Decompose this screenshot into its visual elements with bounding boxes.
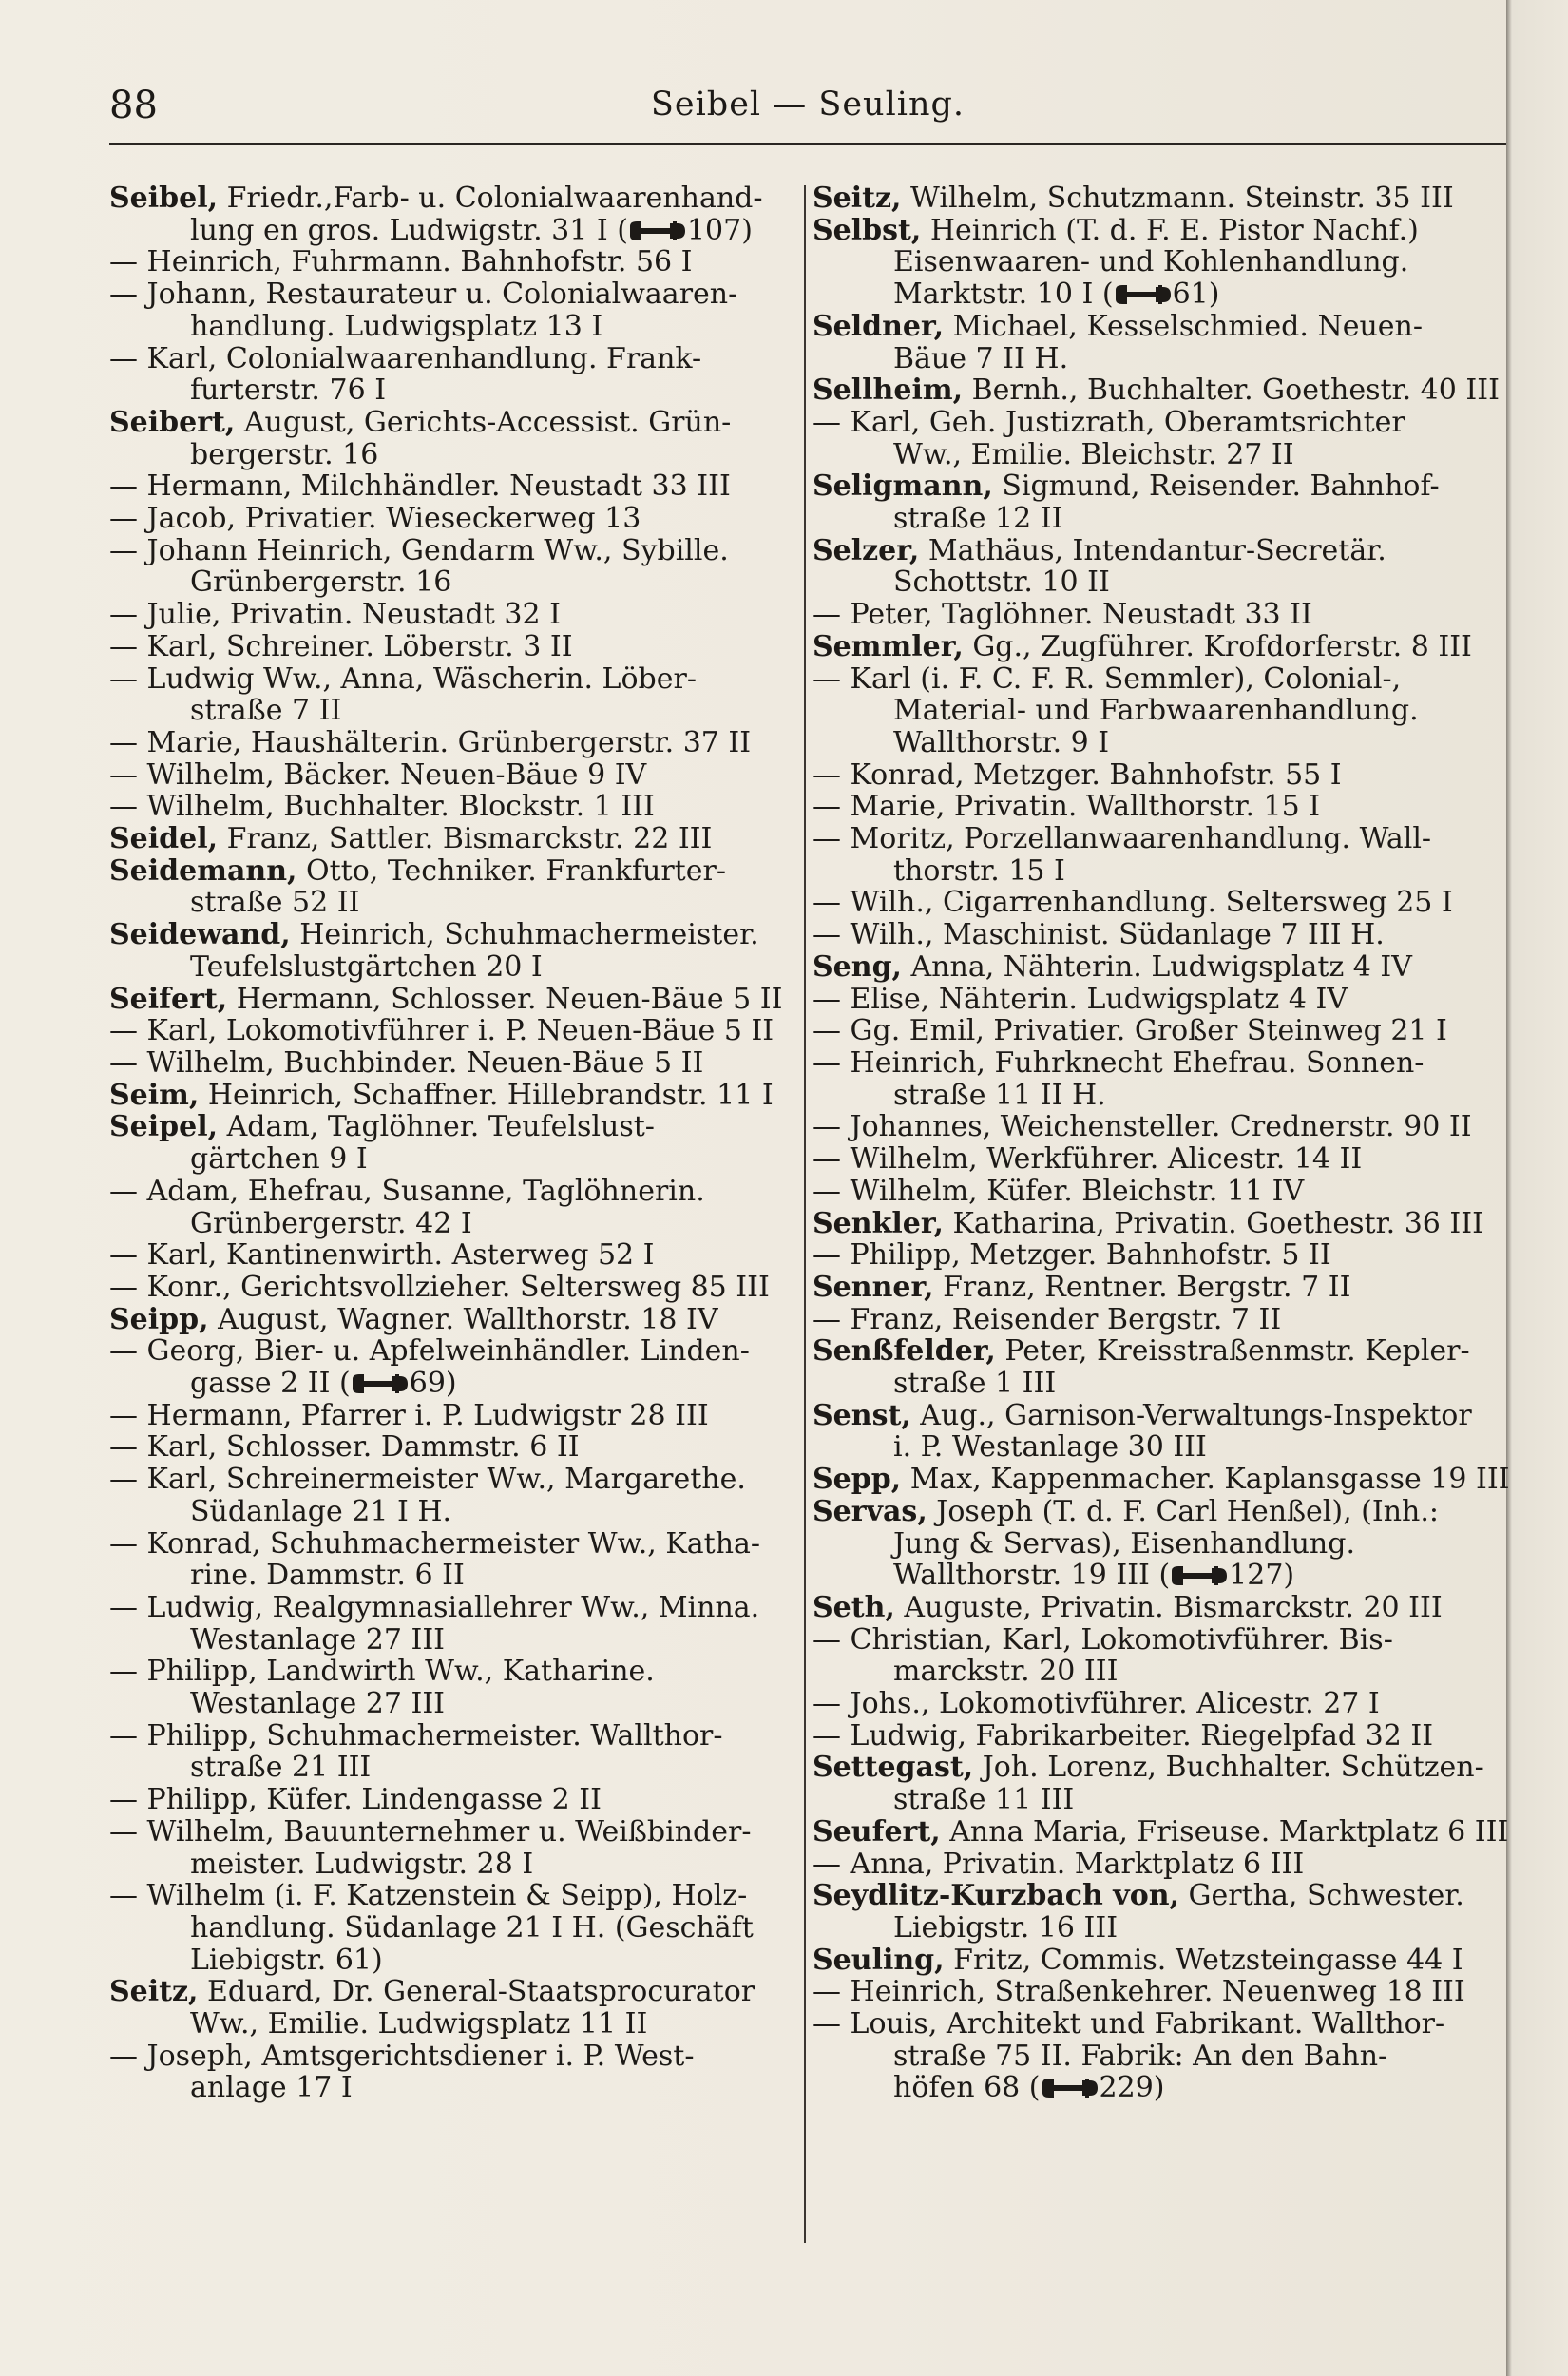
directory-entry: — Johannes, Weichensteller. Crednerstr. 90 II bbox=[813, 1110, 1472, 1144]
directory-entry bbox=[813, 1208, 1501, 1240]
entry-continuation bbox=[109, 1368, 798, 1400]
directory-entry: — Karl, Schlosser. Dammstr. 6 II bbox=[109, 1430, 580, 1465]
entry-text: Aug., Garnison-Verwaltungs-Inspektor bbox=[910, 1398, 1472, 1432]
entry-text: Heinrich, Schaffner. Hillebrandstr. 11 I bbox=[199, 1078, 774, 1112]
entry-continuation: Liebigstr. 16 III bbox=[893, 1910, 1119, 1945]
directory-entry: — Gg. Emil, Privatier. Großer Steinweg 21 I bbox=[813, 1014, 1447, 1048]
entry-text: höfen 68 ( bbox=[893, 2071, 1041, 2105]
phone-number: 107) bbox=[686, 213, 753, 247]
directory-entry bbox=[109, 984, 798, 1016]
entry-text: Auguste, Privatin. Bismarckstr. 20 III bbox=[894, 1590, 1443, 1624]
directory-entry: — Jacob, Privatier. Wieseckerweg 13 bbox=[109, 502, 641, 536]
surname: Servas, bbox=[813, 1494, 927, 1528]
entry-continuation: marckstr. 20 III bbox=[893, 1655, 1119, 1689]
directory-entry bbox=[813, 1400, 1501, 1432]
directory-entry: — Franz, Reisender Bergstr. 7 II bbox=[813, 1302, 1282, 1336]
directory-entry: — Hermann, Pfarrer i. P. Ludwigstr 28 III bbox=[109, 1398, 709, 1432]
directory-entry bbox=[813, 1814, 1509, 1849]
directory-entry bbox=[813, 182, 1501, 215]
directory-entry: — Philipp, Metzger. Bahnhofstr. 5 II bbox=[813, 1238, 1331, 1273]
surname: Seng, bbox=[813, 949, 902, 984]
entry-continuation: Liebigstr. 61) bbox=[190, 1943, 383, 1977]
directory-entry: — Peter, Taglöhner. Neustadt 33 II bbox=[813, 598, 1312, 632]
entry-text: Heinrich (T. d. F. E. Pistor Nachf.) bbox=[921, 213, 1419, 247]
entry-text: Hermann, Schlosser. Neuen-Bäue 5 II bbox=[227, 982, 783, 1016]
surname: Seibert, bbox=[109, 405, 236, 439]
directory-entry: — Johann Heinrich, Gendarm Ww., Sybille. bbox=[109, 533, 729, 567]
next-page-edge bbox=[1506, 0, 1568, 2376]
surname: Sellheim, bbox=[813, 374, 964, 408]
telephone-receiver-icon bbox=[1170, 1565, 1229, 1586]
directory-entry bbox=[813, 951, 1501, 984]
surname: Seibel, bbox=[109, 182, 219, 215]
entry-continuation: straße 12 II bbox=[893, 502, 1063, 536]
directory-entry: — Karl, Colonialwaarenhandlung. Frank- bbox=[109, 341, 702, 375]
directory-entry: — Adam, Ehefrau, Susanne, Taglöhnerin. bbox=[109, 1174, 705, 1208]
directory-entry: — Philipp, Küfer. Lindengasse 2 II bbox=[109, 1783, 602, 1817]
surname: Seidewand, bbox=[109, 918, 291, 952]
entry-text: Franz, Rentner. Bergstr. 7 II bbox=[933, 1270, 1351, 1304]
directory-entry bbox=[813, 470, 1501, 503]
entry-text: Michael, Kesselschmied. Neuen- bbox=[944, 309, 1423, 343]
directory-entry: — Louis, Architekt und Fabrikant. Wallthor- bbox=[813, 2007, 1445, 2041]
surname: Sepp, bbox=[813, 1463, 902, 1497]
directory-entry: — Wilhelm, Bauunternehmer u. Weißbinder- bbox=[109, 1814, 752, 1849]
entry-continuation: Wallthorstr. 9 I bbox=[893, 725, 1110, 759]
directory-entry: — Elise, Nähterin. Ludwigsplatz 4 IV bbox=[813, 982, 1348, 1016]
directory-entry: — Philipp, Landwirth Ww., Katharine. bbox=[109, 1655, 655, 1689]
directory-entry: — Ludwig Ww., Anna, Wäscherin. Löber- bbox=[109, 661, 697, 696]
directory-entry bbox=[813, 535, 1501, 567]
entry-text: Gg., Zugführer. Krofdorferstr. 8 III bbox=[963, 629, 1472, 663]
header-rule bbox=[109, 143, 1506, 145]
surname: Semmler, bbox=[813, 629, 964, 663]
directory-entry: — Konrad, Schuhmachermeister Ww., Katha- bbox=[109, 1526, 761, 1561]
directory-entry: — Philipp, Schuhmachermeister. Wallthor- bbox=[109, 1718, 723, 1753]
surname: Seydlitz-Kurzbach von, bbox=[813, 1879, 1180, 1913]
directory-entry: — Ludwig, Fabrikarbeiter. Riegelpfad 32 II bbox=[813, 1718, 1434, 1753]
directory-entry bbox=[813, 1752, 1501, 1784]
directory-entry: — Johs., Lokomotivführer. Alicestr. 27 I bbox=[813, 1687, 1380, 1721]
directory-entry bbox=[813, 631, 1501, 663]
entry-continuation bbox=[109, 215, 798, 247]
directory-entry: — Karl, Lokomotivführer i. P. Neuen-Bäue 5 II bbox=[109, 1014, 774, 1048]
entry-continuation: i. P. Westanlage 30 III bbox=[893, 1430, 1207, 1465]
entry-continuation bbox=[813, 1560, 1501, 1592]
directory-entry bbox=[813, 311, 1501, 343]
entry-text: Wallthorstr. 19 III ( bbox=[893, 1559, 1171, 1593]
directory-entry bbox=[109, 823, 798, 855]
entry-continuation: Schottstr. 10 II bbox=[893, 565, 1110, 600]
directory-entry: — Julie, Privatin. Neustadt 32 I bbox=[109, 598, 561, 632]
directory-entry: — Wilhelm, Bäcker. Neuen-Bäue 9 IV bbox=[109, 757, 647, 792]
telephone-receiver-icon bbox=[628, 220, 687, 241]
column-divider bbox=[804, 185, 806, 2243]
directory-entry: — Heinrich, Fuhrknecht Ehefrau. Sonnen- bbox=[813, 1045, 1425, 1080]
entry-continuation: thorstr. 15 I bbox=[893, 853, 1065, 888]
surname: Seuling, bbox=[813, 1943, 945, 1977]
phone-number: 127) bbox=[1229, 1559, 1295, 1593]
entry-continuation: Material- und Farbwaarenhandlung. bbox=[893, 694, 1419, 728]
running-head: Seibel — Seuling. bbox=[650, 86, 966, 124]
surname: Senkler, bbox=[813, 1206, 944, 1240]
directory-entry bbox=[109, 1976, 798, 2008]
directory-entry bbox=[813, 1496, 1501, 1528]
surname: Settegast, bbox=[813, 1751, 974, 1785]
directory-entry: — Karl, Schreinermeister Ww., Margarethe. bbox=[109, 1463, 746, 1497]
directory-entry bbox=[813, 1945, 1501, 1977]
entry-text: gasse 2 II ( bbox=[190, 1367, 351, 1401]
entry-continuation: straße 75 II. Fabrik: An den Bahn- bbox=[893, 2039, 1388, 2073]
entry-continuation: Jung & Servas), Eisenhandlung. bbox=[893, 1526, 1355, 1561]
entry-continuation: Westanlage 27 III bbox=[190, 1687, 446, 1721]
entry-text: August, Wagner. Wallthorstr. 18 IV bbox=[208, 1302, 718, 1336]
directory-entry: — Konr., Gerichtsvollzieher. Seltersweg 85 III bbox=[109, 1270, 770, 1304]
directory-entry: — Wilh., Maschinist. Südanlage 7 III H. bbox=[813, 918, 1385, 952]
entry-continuation: handlung. Ludwigsplatz 13 I bbox=[190, 309, 603, 343]
entry-continuation: Grünbergerstr. 42 I bbox=[190, 1206, 472, 1240]
directory-entry bbox=[109, 1304, 798, 1336]
directory-entry: — Johann, Restaurateur u. Colonialwaaren- bbox=[109, 278, 738, 312]
entry-continuation: straße 21 III bbox=[190, 1751, 372, 1785]
entry-text: Wilhelm, Schutzmann. Steinstr. 35 III bbox=[901, 182, 1454, 215]
entry-continuation: Westanlage 27 III bbox=[190, 1622, 446, 1657]
entry-continuation: rine. Dammstr. 6 II bbox=[190, 1559, 465, 1593]
surname: Seitz, bbox=[109, 1975, 199, 2009]
surname: Seim, bbox=[109, 1078, 200, 1112]
entry-continuation: straße 7 II bbox=[190, 694, 342, 728]
entry-continuation: handlung. Südanlage 21 I H. (Geschäft bbox=[190, 1910, 754, 1945]
directory-entry: — Karl, Geh. Justizrath, Oberamtsrichter bbox=[813, 405, 1405, 439]
phone-number: 229) bbox=[1099, 2071, 1165, 2105]
entry-text: Friedr.,Farb- u. Colonialwaarenhand- bbox=[218, 182, 763, 215]
directory-entry bbox=[813, 374, 1501, 407]
surname: Seipp, bbox=[109, 1302, 209, 1336]
entry-continuation: straße 11 III bbox=[893, 1783, 1075, 1817]
directory-entry bbox=[109, 855, 798, 888]
directory-entry bbox=[109, 182, 798, 215]
surname: Seufert, bbox=[813, 1814, 941, 1849]
entry-text: Adam, Taglöhner. Teufelslust- bbox=[218, 1110, 655, 1144]
directory-entry bbox=[109, 919, 798, 951]
surname: Selbst, bbox=[813, 213, 922, 247]
entry-text: Katharina, Privatin. Goethestr. 36 III bbox=[943, 1206, 1483, 1240]
directory-entry: — Wilhelm, Küfer. Bleichstr. 11 IV bbox=[813, 1174, 1305, 1208]
phone-number: 69) bbox=[409, 1367, 457, 1401]
phone-number: 61) bbox=[1172, 278, 1220, 312]
directory-entry: — Moritz, Porzellanwaarenhandlung. Wall- bbox=[813, 822, 1432, 856]
entry-continuation: meister. Ludwigstr. 28 I bbox=[190, 1847, 534, 1881]
entry-text: Otto, Techniker. Frankfurter- bbox=[296, 853, 726, 888]
entry-text: Gertha, Schwester. bbox=[1179, 1879, 1464, 1913]
directory-entry: — Joseph, Amtsgerichtsdiener i. P. West- bbox=[109, 2039, 695, 2073]
directory-entry: — Heinrich, Fuhrmann. Bahnhofstr. 56 I bbox=[109, 245, 693, 279]
surname: Seipel, bbox=[109, 1110, 219, 1144]
surname: Seligmann, bbox=[813, 469, 993, 504]
directory-entry: — Wilhelm, Buchbinder. Neuen-Bäue 5 II bbox=[109, 1045, 704, 1080]
entry-text: Sigmund, Reisender. Bahnhof- bbox=[992, 469, 1440, 504]
entry-text: Marktstr. 10 I ( bbox=[893, 278, 1114, 312]
entry-text: Mathäus, Intendantur-Secretär. bbox=[919, 533, 1386, 567]
entry-continuation: Eisenwaaren- und Kohlenhandlung. bbox=[893, 245, 1409, 279]
entry-text: Joh. Lorenz, Buchhalter. Schützen- bbox=[973, 1751, 1484, 1785]
entry-continuation: Ww., Emilie. Bleichstr. 27 II bbox=[893, 437, 1294, 471]
entry-continuation: gärtchen 9 I bbox=[190, 1142, 368, 1177]
entry-continuation: Grünbergerstr. 16 bbox=[190, 565, 452, 600]
telephone-receiver-icon bbox=[1041, 2078, 1100, 2098]
directory-entry bbox=[813, 1463, 1510, 1497]
entry-continuation bbox=[813, 2072, 1501, 2104]
entry-continuation: Ww., Emilie. Ludwigsplatz 11 II bbox=[190, 2007, 648, 2041]
entry-continuation: Teufelslustgärtchen 20 I bbox=[190, 949, 543, 984]
page-number: 88 bbox=[109, 84, 158, 127]
directory-entry: — Karl, Kantinenwirth. Asterweg 52 I bbox=[109, 1238, 655, 1273]
directory-entry bbox=[813, 215, 1501, 247]
directory-entry: — Wilh., Cigarrenhandlung. Seltersweg 25 I bbox=[813, 886, 1453, 920]
entry-text: Franz, Sattler. Bismarckstr. 22 III bbox=[218, 822, 713, 856]
surname: Selzer, bbox=[813, 533, 920, 567]
directory-entry bbox=[813, 1272, 1501, 1304]
directory-entry: — Karl, Schreiner. Löberstr. 3 II bbox=[109, 629, 573, 663]
entry-continuation: furterstr. 76 I bbox=[190, 374, 387, 408]
page-header bbox=[109, 84, 1506, 141]
entry-text: lung en gros. Ludwigstr. 31 I ( bbox=[190, 213, 628, 247]
directory-entry: — Hermann, Milchhändler. Neustadt 33 III bbox=[109, 469, 731, 504]
entry-text: Heinrich, Schuhmachermeister. bbox=[290, 918, 759, 952]
directory-entry: — Georg, Bier- u. Apfelweinhändler. Linden- bbox=[109, 1334, 750, 1369]
entry-text: Eduard, Dr. General-Staatsprocurator bbox=[198, 1975, 755, 2009]
entry-continuation: straße 11 II H. bbox=[893, 1078, 1106, 1112]
entry-continuation: straße 52 II bbox=[190, 886, 360, 920]
entry-continuation bbox=[813, 278, 1501, 311]
directory-entry bbox=[109, 1111, 798, 1143]
directory-entry bbox=[813, 1592, 1501, 1624]
surname: Senner, bbox=[813, 1270, 934, 1304]
directory-entry: — Konrad, Metzger. Bahnhofstr. 55 I bbox=[813, 757, 1342, 792]
entry-text: Joseph (T. d. F. Carl Henßel), (Inh.: bbox=[927, 1494, 1440, 1528]
directory-entry: — Heinrich, Straßenkehrer. Neuenweg 18 III bbox=[813, 1975, 1465, 2009]
entry-continuation: anlage 17 I bbox=[190, 2071, 353, 2105]
telephone-receiver-icon bbox=[351, 1373, 410, 1394]
surname: Senst, bbox=[813, 1398, 911, 1432]
directory-entry: — Christian, Karl, Lokomotivführer. Bis- bbox=[813, 1622, 1393, 1657]
directory-entry: — Ludwig, Realgymnasiallehrer Ww., Minna. bbox=[109, 1590, 760, 1624]
entry-text: August, Gerichts-Accessist. Grün- bbox=[235, 405, 732, 439]
entry-text: Anna Maria, Friseuse. Marktplatz 6 III bbox=[940, 1814, 1509, 1849]
entry-continuation: Bäue 7 II H. bbox=[893, 341, 1069, 375]
entry-continuation: bergerstr. 16 bbox=[190, 437, 379, 471]
entry-text: Fritz, Commis. Wetzsteingasse 44 I bbox=[944, 1943, 1463, 1977]
directory-entry: — Marie, Haushälterin. Grünbergerstr. 37 II bbox=[109, 725, 752, 759]
telephone-receiver-icon bbox=[1114, 284, 1173, 305]
directory-entry bbox=[813, 1880, 1501, 1912]
left-column bbox=[109, 182, 798, 2104]
directory-entry: — Wilhelm, Werkführer. Alicestr. 14 II bbox=[813, 1142, 1363, 1177]
directory-entry bbox=[109, 1080, 798, 1112]
directory-entry bbox=[109, 407, 798, 439]
directory-entry: — Karl (i. F. C. F. R. Semmler), Colonial-, bbox=[813, 661, 1402, 696]
surname: Seitz, bbox=[813, 182, 902, 215]
surname: Seifert, bbox=[109, 982, 228, 1016]
entry-text: Peter, Kreisstraßenmstr. Kepler- bbox=[995, 1334, 1470, 1369]
surname: Seidemann, bbox=[109, 853, 297, 888]
directory-entry: — Wilhelm, Buchhalter. Blockstr. 1 III bbox=[109, 790, 655, 824]
entry-continuation: Südanlage 21 I H. bbox=[190, 1494, 452, 1528]
surname: Senßfelder, bbox=[813, 1334, 996, 1369]
surname: Seth, bbox=[813, 1590, 895, 1624]
entry-continuation: straße 1 III bbox=[893, 1367, 1057, 1401]
directory-entry: — Anna, Privatin. Marktplatz 6 III bbox=[813, 1847, 1305, 1881]
entry-text: Bernh., Buchhalter. Goethestr. 40 III bbox=[963, 374, 1500, 408]
surname: Seidel, bbox=[109, 822, 219, 856]
directory-entry: — Wilhelm (i. F. Katzenstein & Seipp), Holz- bbox=[109, 1879, 748, 1913]
entry-text: Anna, Nähterin. Ludwigsplatz 4 IV bbox=[901, 949, 1412, 984]
entry-text: Max, Kappenmacher. Kaplansgasse 19 III bbox=[901, 1463, 1510, 1497]
right-column bbox=[813, 182, 1510, 2105]
surname: Seldner, bbox=[813, 309, 945, 343]
directory-entry bbox=[813, 1335, 1501, 1368]
directory-entry: — Marie, Privatin. Wallthorstr. 15 I bbox=[813, 790, 1321, 824]
